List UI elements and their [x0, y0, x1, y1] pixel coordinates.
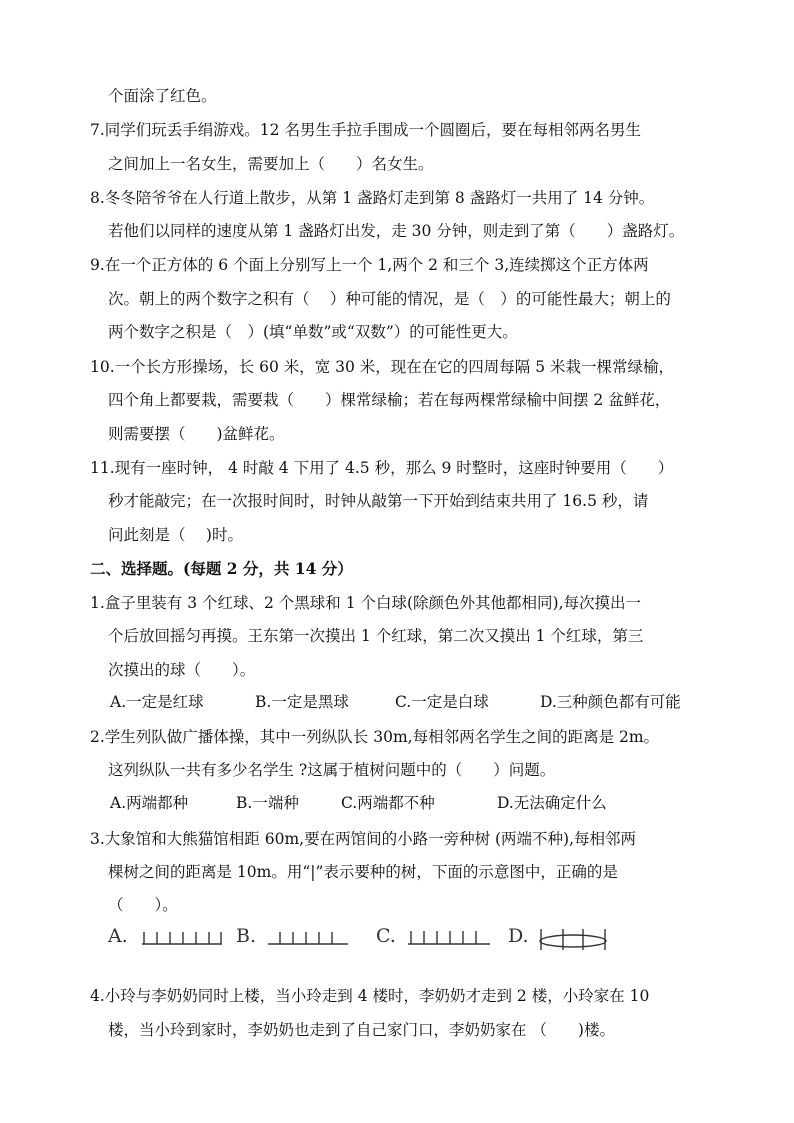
text-line: 两个数字之积是（ ）(填“单数”或“双数”）的可能性更大。	[108, 323, 518, 341]
text-line: 次摸出的球（ ）。	[108, 661, 256, 679]
text-line: 问此刻是（ )时。	[108, 526, 243, 544]
text-line: 棵树之间的距离是 10m。用“|”表示要种的树，下面的示意图中，正确的是	[108, 863, 618, 881]
diagram-c	[408, 928, 492, 948]
q1-options	[110, 692, 681, 712]
choice-question-4: 4.小玲与李奶奶同时上楼，当小玲走到 4 楼时，李奶奶才走到 2 楼，小玲家在 10	[90, 987, 650, 1005]
choice-question-2: 2.学生列队做广播体操，其中一列纵队长 30m,每相邻两名学生之间的距离是 2m。	[90, 728, 660, 746]
diagram-label-d[interactable]: D.	[508, 925, 529, 947]
option-d[interactable]: D.无法确定什么	[497, 794, 607, 812]
diagram-d	[538, 928, 610, 954]
question-10: 10.一个长方形操场，长 60 米，宽 30 米，现在在它的四周每隔 5 米栽一棵常绿榆，	[90, 358, 675, 376]
section-heading: 二、选择题。(每题 2 分，共 14 分）	[90, 559, 353, 578]
diagram-label-a[interactable]: A.	[108, 925, 128, 947]
tree-diagram-options	[108, 924, 668, 952]
q2-options	[110, 793, 607, 813]
text-line: 个面涂了红色。	[108, 87, 217, 105]
text-line: 则需要摆（ )盆鲜花。	[108, 425, 285, 443]
text-line: 楼，当小玲到家时，李奶奶也走到了自己家门口，李奶奶家在 （ )楼。	[108, 1021, 615, 1039]
option-c[interactable]: C.两端都不种	[341, 794, 435, 812]
text-line: （ ）。	[108, 896, 178, 914]
option-b[interactable]: B.一端种	[236, 794, 299, 812]
question-7: 7.同学们玩丢手绢游戏。12 名男生手拉手围成一个圆圈后，要在每相邻两名男生	[90, 121, 641, 139]
text-line: 这列纵队一共有多少名学生 ?这属于植树问题中的（ ）问题。	[108, 761, 556, 779]
text-line: 之间加上一名女生，需要加上（ ）名女生。	[108, 155, 434, 173]
option-d[interactable]: D.三种颜色都有可能	[540, 693, 681, 711]
text-line: 若他们以同样的速度从第 1 盏路灯出发，走 30 分钟，则走到了第（ ）盏路灯。	[108, 222, 685, 240]
diagram-label-b[interactable]: B.	[236, 925, 257, 947]
diagram-b	[268, 928, 350, 948]
option-b[interactable]: B.一定是黑球	[255, 693, 349, 711]
question-8: 8.冬冬陪爷爷在人行道上散步，从第 1 盏路灯走到第 8 盏路灯一共用了 14 分钟。	[90, 189, 655, 207]
option-c[interactable]: C.一定是白球	[395, 693, 489, 711]
option-a[interactable]: A.两端都种	[110, 794, 189, 812]
choice-question-3: 3.大象馆和大熊猫馆相距 60m,要在两馆间的小路一旁种树 (两端不种),每相邻两	[90, 830, 637, 848]
text-line: 四个角上都要栽，需要栽（ ）棵常绿榆；若在每两棵常绿榆中间摆 2 盆鲜花，	[108, 391, 671, 409]
diagram-a	[140, 928, 224, 948]
text-line: 个后放回摇匀再摸。王东第一次摸出 1 个红球，第二次又摸出 1 个红球，第三	[108, 627, 644, 645]
option-a[interactable]: A.一定是红球	[110, 693, 204, 711]
question-9: 9.在一个正方体的 6 个面上分别写上一个 1,两个 2 和三个 3,连续掷这个正方体两	[90, 256, 649, 274]
choice-question-1: 1.盒子里装有 3 个红球、2 个黑球和 1 个白球(除颜色外其他都相同),每次摸出一	[90, 594, 642, 612]
text-line: 秒才能敲完；在一次报时间时，时钟从敲第一下开始到结束共用了 16.5 秒，请	[108, 492, 649, 510]
diagram-label-c[interactable]: C.	[376, 925, 396, 947]
text-line: 次。朝上的两个数字之积有（ ）种可能的情况，是（ ）的可能性最大；朝上的	[108, 290, 671, 308]
question-11: 11.现有一座时钟， 4 时敲 4 下用了 4.5 秒，那么 9 时整时，这座时钟要用（ ）	[90, 459, 674, 477]
